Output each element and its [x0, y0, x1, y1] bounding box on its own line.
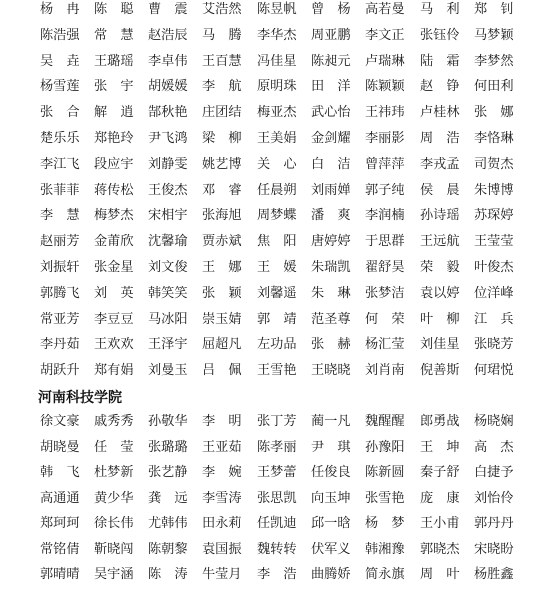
name-entry: 胡媛媛	[148, 79, 188, 95]
name-entry: 张思凯	[257, 490, 297, 506]
name-entry: 赵 铮	[420, 79, 460, 95]
name-entry: 周 叶	[420, 567, 460, 582]
name-entry: 王雪艳	[257, 363, 297, 379]
name-entry: 段应宇	[94, 156, 134, 172]
name-entry: 邱一晗	[311, 516, 351, 531]
name-entry: 邓 睿	[202, 182, 242, 198]
name-entry: 魏转转	[257, 541, 297, 557]
name-entry: 李丽影	[365, 131, 405, 146]
name-entry: 陆 霜	[420, 53, 460, 69]
name-entry: 朱博博	[474, 182, 514, 198]
name-entry: 刘曼玉	[148, 363, 188, 379]
name-entry: 李戎孟	[420, 156, 460, 172]
name-entry: 王莹莹	[474, 234, 514, 250]
name-entry: 沈馨瑜	[148, 234, 188, 250]
name-entry: 伏军义	[311, 541, 351, 557]
name-entry: 任晨朔	[257, 182, 297, 198]
name-entry: 靳晓闯	[94, 541, 134, 557]
name-entry: 王 媛	[257, 260, 297, 275]
name-entry: 王祎玮	[365, 105, 405, 121]
name-entry: 姚艺博	[202, 156, 242, 172]
name-entry: 张艺静	[148, 465, 188, 480]
name-entry: 刘肖南	[365, 363, 405, 379]
name-entry: 张丁芳	[257, 414, 297, 429]
name-entry: 马 腾	[202, 27, 242, 43]
name-entry: 潘 爽	[311, 208, 351, 224]
name-entry: 袁国振	[202, 541, 242, 557]
name-entry: 宋晓盼	[474, 541, 514, 557]
name-entry: 侯 晨	[420, 182, 460, 198]
name-entry: 金剑耀	[311, 131, 351, 146]
name-entry: 冯佳星	[257, 53, 297, 69]
name-entry: 王俊杰	[148, 182, 188, 198]
name-entry: 陈新圆	[365, 465, 405, 480]
name-entry: 叶俊杰	[474, 260, 514, 275]
name-entry: 尤韩伟	[148, 516, 188, 531]
name-entry: 卢桂林	[420, 105, 460, 121]
name-entry: 牛莹月	[202, 567, 242, 582]
name-entry: 郑有娟	[94, 363, 134, 379]
name-entry: 苏琛婷	[474, 208, 514, 224]
name-entry: 吴 垚	[40, 53, 80, 69]
name-entry: 孙豫阳	[365, 439, 405, 455]
name-entry: 马冰阳	[148, 311, 188, 327]
name-entry: 李润楠	[365, 208, 405, 224]
name-entry: 白捷予	[474, 465, 514, 480]
name-entry: 梁 柳	[202, 131, 242, 146]
section-title: 河南科技学院	[38, 390, 122, 406]
name-entry: 杜梦新	[94, 465, 134, 480]
name-entry: 任俊良	[311, 465, 351, 480]
name-entry: 吴宇涵	[94, 567, 134, 582]
name-entry: 李 浩	[257, 567, 297, 582]
name-entry: 刘文俊	[148, 260, 188, 275]
name-entry: 郜秋艳	[148, 105, 188, 121]
name-entry: 李卓伟	[148, 53, 188, 69]
name-entry: 杨 冉	[40, 2, 80, 17]
name-entry: 陈孝丽	[257, 439, 297, 455]
name-entry: 杨 梦	[365, 516, 405, 531]
name-entry: 叶 柳	[420, 311, 460, 327]
name-entry: 尹 琪	[311, 439, 351, 455]
name-entry: 倪善斯	[420, 363, 460, 379]
name-entry: 王泽宇	[148, 337, 188, 353]
name-entry: 张梦洁	[365, 285, 405, 301]
name-row	[0, 361, 550, 381]
name-entry: 焦 阳	[257, 234, 297, 250]
name-entry: 胡晓曼	[40, 439, 80, 455]
name-entry: 孙诗瑶	[420, 208, 460, 224]
name-entry: 简永旗	[365, 567, 405, 582]
name-entry: 杨汇莹	[365, 337, 405, 353]
name-entry: 徐长伟	[94, 516, 134, 531]
name-entry: 刘 英	[94, 285, 134, 301]
name-entry: 王欢欢	[94, 337, 134, 353]
name-row	[0, 52, 550, 72]
name-entry: 郑珂珂	[40, 516, 80, 531]
name-entry: 王美娟	[257, 131, 297, 146]
name-entry: 屈超凡	[202, 337, 242, 353]
name-entry: 胡跃升	[40, 363, 80, 379]
name-entry: 庄团结	[202, 105, 242, 121]
name-entry: 尹飞鸿	[148, 131, 188, 146]
name-entry: 常亚芳	[40, 311, 80, 327]
name-entry: 唐婷婷	[311, 234, 351, 250]
name-entry: 郭 靖	[257, 311, 297, 327]
name-entry: 马 利	[420, 2, 460, 17]
name-entry: 宋相宇	[148, 208, 188, 224]
name-row	[0, 232, 550, 252]
name-entry: 郭腾飞	[40, 285, 80, 301]
name-row	[0, 103, 550, 123]
name-entry: 张 赫	[311, 337, 351, 353]
name-entry: 田永莉	[202, 516, 242, 531]
name-row	[0, 514, 550, 534]
name-entry: 常 慧	[94, 27, 134, 43]
name-row	[0, 129, 550, 149]
name-entry: 李 明	[202, 414, 242, 429]
name-entry: 陈朝黎	[148, 541, 188, 557]
name-entry: 袁以婷	[420, 285, 460, 301]
name-entry: 荣 毅	[420, 260, 460, 275]
name-entry: 解 逍	[94, 105, 134, 121]
name-row	[0, 258, 550, 278]
name-entry: 常铭倩	[40, 541, 80, 557]
name-entry: 武心怡	[311, 105, 351, 121]
name-entry: 贾赤斌	[202, 234, 242, 250]
name-entry: 陈颖颖	[365, 79, 405, 95]
name-entry: 梅亚杰	[257, 105, 297, 121]
name-entry: 张 颖	[202, 285, 242, 301]
name-entry: 翟舒昊	[365, 260, 405, 275]
name-entry: 刘振轩	[40, 260, 80, 275]
name-entry: 金莆欣	[94, 234, 134, 250]
name-entry: 李江飞	[40, 156, 80, 172]
name-row	[0, 489, 550, 509]
name-entry: 庞 康	[420, 490, 460, 506]
name-entry: 李 慧	[40, 208, 80, 224]
name-entry: 高若曼	[365, 2, 405, 17]
name-entry: 张菲菲	[40, 182, 80, 198]
name-entry: 韩笑笑	[148, 285, 188, 301]
name-entry: 杨胜鑫	[474, 567, 514, 582]
name-entry: 张璐璐	[148, 439, 188, 455]
name-row	[0, 155, 550, 175]
name-entry: 何 荣	[365, 311, 405, 327]
name-entry: 李雪涛	[202, 490, 242, 506]
name-entry: 曾 杨	[311, 2, 351, 17]
name-entry: 周 浩	[420, 131, 460, 146]
name-entry: 位洋峰	[474, 285, 514, 301]
name-row	[0, 310, 550, 330]
name-entry: 蔺一凡	[311, 414, 351, 429]
name-entry: 龚 远	[148, 490, 188, 506]
name-entry: 艾浩然	[202, 2, 242, 17]
name-entry: 范圣尊	[311, 311, 351, 327]
name-entry: 李丹茹	[40, 337, 80, 353]
name-entry: 秦子舒	[420, 465, 460, 480]
name-entry: 刘雨婵	[311, 182, 351, 198]
name-entry: 王 娜	[202, 260, 242, 275]
name-entry: 黄少华	[94, 490, 134, 506]
name-entry: 王梦蕾	[257, 465, 297, 480]
name-entry: 高通通	[40, 490, 80, 506]
name-entry: 吕 佩	[202, 363, 242, 379]
name-row	[0, 565, 550, 585]
name-entry: 任 莹	[94, 439, 134, 455]
name-entry: 王远航	[420, 234, 460, 250]
name-entry: 张晓芳	[474, 337, 514, 353]
name-entry: 韩 飞	[40, 465, 80, 480]
name-entry: 蒋传松	[94, 182, 134, 198]
name-entry: 陈浩强	[40, 27, 80, 43]
name-entry: 陈 聪	[94, 2, 134, 17]
name-entry: 郭子纯	[365, 182, 405, 198]
name-entry: 戚秀秀	[94, 414, 134, 429]
name-row	[0, 181, 550, 201]
name-entry: 孙敬华	[148, 414, 188, 429]
name-entry: 刘佳星	[420, 337, 460, 353]
name-entry: 于思群	[365, 234, 405, 250]
name-entry: 郭晴晴	[40, 567, 80, 582]
name-entry: 李豆豆	[94, 311, 134, 327]
name-entry: 朱瑞凯	[311, 260, 351, 275]
name-entry: 向玉坤	[311, 490, 351, 506]
name-entry: 卢瑞琳	[365, 53, 405, 69]
name-entry: 魏醒醒	[365, 414, 405, 429]
name-row	[0, 540, 550, 560]
name-entry: 曹 震	[148, 2, 188, 17]
name-entry: 刘怡伶	[474, 490, 514, 506]
name-entry: 郑 钊	[474, 2, 514, 17]
name-entry: 江 兵	[474, 311, 514, 327]
name-entry: 王 坤	[420, 439, 460, 455]
name-entry: 高 杰	[474, 439, 514, 455]
name-entry: 何珺悦	[474, 363, 514, 379]
name-entry: 李 婉	[202, 465, 242, 480]
name-entry: 梅梦杰	[94, 208, 134, 224]
name-entry: 周梦蝶	[257, 208, 297, 224]
name-entry: 李梦然	[474, 53, 514, 69]
name-entry: 曾萍萍	[365, 156, 405, 172]
name-entry: 左功品	[257, 337, 297, 353]
name-entry: 原明珠	[257, 79, 297, 95]
name-entry: 王小甫	[420, 516, 460, 531]
name-entry: 王璐瑶	[94, 53, 134, 69]
name-entry: 周亚鹏	[311, 27, 351, 43]
name-entry: 曲腾娇	[311, 567, 351, 582]
name-entry: 刘静雯	[148, 156, 188, 172]
name-row	[0, 0, 550, 20]
name-entry: 郎勇战	[420, 414, 460, 429]
name-entry: 张海旭	[202, 208, 242, 224]
name-row	[0, 206, 550, 226]
name-entry: 王亚茹	[202, 439, 242, 455]
name-entry: 刘馨遥	[257, 285, 297, 301]
name-row	[0, 412, 550, 432]
name-entry: 王百慧	[202, 53, 242, 69]
name-entry: 张金星	[94, 260, 134, 275]
name-entry: 郭晓杰	[420, 541, 460, 557]
name-entry: 白 洁	[311, 156, 351, 172]
name-entry: 杨雪莲	[40, 79, 80, 95]
name-entry: 徐文豪	[40, 414, 80, 429]
name-entry: 赵浩辰	[148, 27, 188, 43]
name-entry: 杨晓娴	[474, 414, 514, 429]
name-entry: 何田利	[474, 79, 514, 95]
name-entry: 郑艳玲	[94, 131, 134, 146]
name-entry: 李 航	[202, 79, 242, 95]
name-entry: 赵丽芳	[40, 234, 80, 250]
name-row	[0, 26, 550, 46]
name-row	[0, 77, 550, 97]
name-entry: 楚乐乐	[40, 131, 80, 146]
name-entry: 陈昶元	[311, 53, 351, 69]
name-entry: 韩湘豫	[365, 541, 405, 557]
name-entry: 张 娜	[474, 105, 514, 121]
name-entry: 张 宇	[94, 79, 134, 95]
name-row	[0, 463, 550, 483]
name-entry: 张 合	[40, 105, 80, 121]
name-row	[0, 335, 550, 355]
name-entry: 王晓晓	[311, 363, 351, 379]
name-entry: 张钰伶	[420, 27, 460, 43]
name-entry: 郭丹丹	[474, 516, 514, 531]
name-row	[0, 284, 550, 304]
name-entry: 陈 涛	[148, 567, 188, 582]
name-entry: 朱 琳	[311, 285, 351, 301]
name-entry: 任凯迪	[257, 516, 297, 531]
name-entry: 司贺杰	[474, 156, 514, 172]
name-entry: 张雪艳	[365, 490, 405, 506]
name-entry: 崇玉婧	[202, 311, 242, 327]
name-entry: 李华杰	[257, 27, 297, 43]
name-entry: 李文正	[365, 27, 405, 43]
name-entry: 陈昱帆	[257, 2, 297, 17]
name-entry: 关 心	[257, 156, 297, 172]
name-entry: 李恪琳	[474, 131, 514, 146]
name-entry: 田 洋	[311, 79, 351, 95]
name-row	[0, 438, 550, 458]
name-entry: 马梦颖	[474, 27, 514, 43]
